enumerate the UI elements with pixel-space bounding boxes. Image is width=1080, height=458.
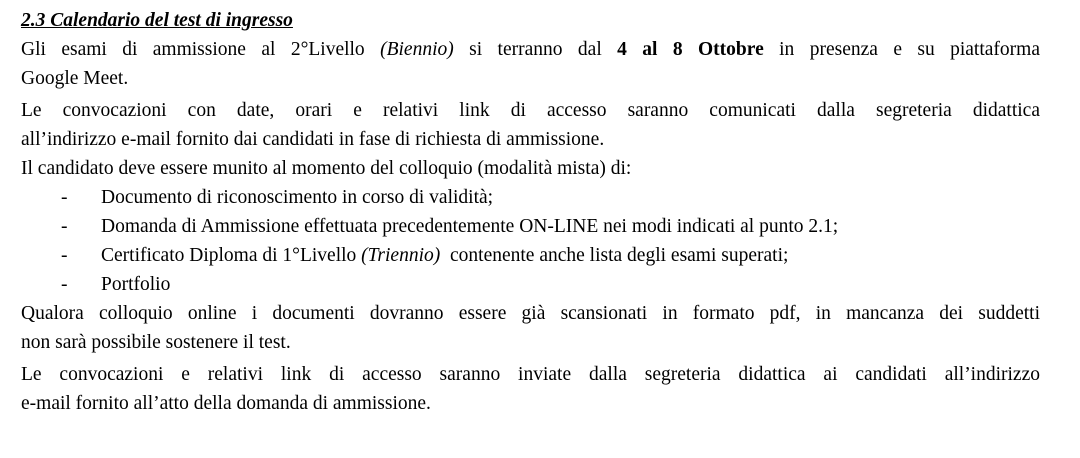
convocazioni-paragraph-1	[21, 96, 1040, 154]
convocazioni-1-line-1: Le convocazioni con date, orari e relativi link di accesso saranno comunicati dalla segreteria didattica	[21, 100, 1040, 121]
list-item-text: Domanda di Ammissione effettuata precedentemente ON-LINE nei modi indicati al punto 2.1;	[101, 216, 839, 237]
exam-dates-range: 4 al 8 Ottobre	[617, 39, 764, 60]
biennio-label: (Biennio)	[380, 39, 454, 60]
exam-dates-text-2: si terranno dal	[453, 39, 618, 60]
list-item	[21, 212, 1040, 241]
requirements-list	[21, 183, 1040, 299]
list-item	[21, 241, 1040, 270]
exam-dates-paragraph	[21, 35, 1040, 93]
bullet-dash: -	[61, 274, 68, 295]
bullet-dash: -	[61, 245, 68, 266]
exam-dates-line-2: Google Meet.	[21, 68, 129, 89]
exam-dates-line-1	[21, 35, 1040, 64]
convocazioni-2-line-2: e-mail fornito all’atto della domanda di ammissione.	[21, 393, 431, 414]
exam-dates-text-1: Gli esami di ammissione al 2°Livello	[21, 39, 381, 60]
list-item-text: Documento di riconoscimento in corso di validità;	[101, 187, 494, 208]
list-item-text-tail: contenente anche lista degli esami superati;	[440, 245, 789, 266]
section-heading: 2.3 Calendario del test di ingresso	[21, 10, 293, 31]
list-item	[21, 183, 1040, 212]
list-item-text: Certificato Diploma di 1°Livello	[101, 245, 362, 266]
triennio-label: (Triennio)	[361, 245, 441, 266]
convocazioni-1-line-2: all’indirizzo e-mail fornito dai candidati in fase di richiesta di ammissione.	[21, 129, 605, 150]
list-item	[21, 270, 1040, 299]
convocazioni-paragraph-2	[21, 360, 1040, 418]
requirements-intro: Il candidato deve essere munito al momento del colloquio (modalità mista) di:	[21, 158, 632, 179]
list-item-text: Portfolio	[101, 274, 171, 295]
online-note-line-1: Qualora colloquio online i documenti dovranno essere già scansionati in formato pdf, in mancanza dei suddetti	[21, 303, 1040, 324]
online-note-line-2: non sarà possibile sostenere il test.	[21, 332, 291, 353]
convocazioni-2-line-1: Le convocazioni e relativi link di accesso saranno inviate dalla segreteria didattica ai candidati all’indirizzo	[21, 364, 1040, 385]
online-note-paragraph	[21, 299, 1040, 357]
bullet-dash: -	[61, 187, 68, 208]
bullet-dash: -	[61, 216, 68, 237]
exam-dates-text-3: in presenza e su piattaforma	[763, 39, 1040, 60]
